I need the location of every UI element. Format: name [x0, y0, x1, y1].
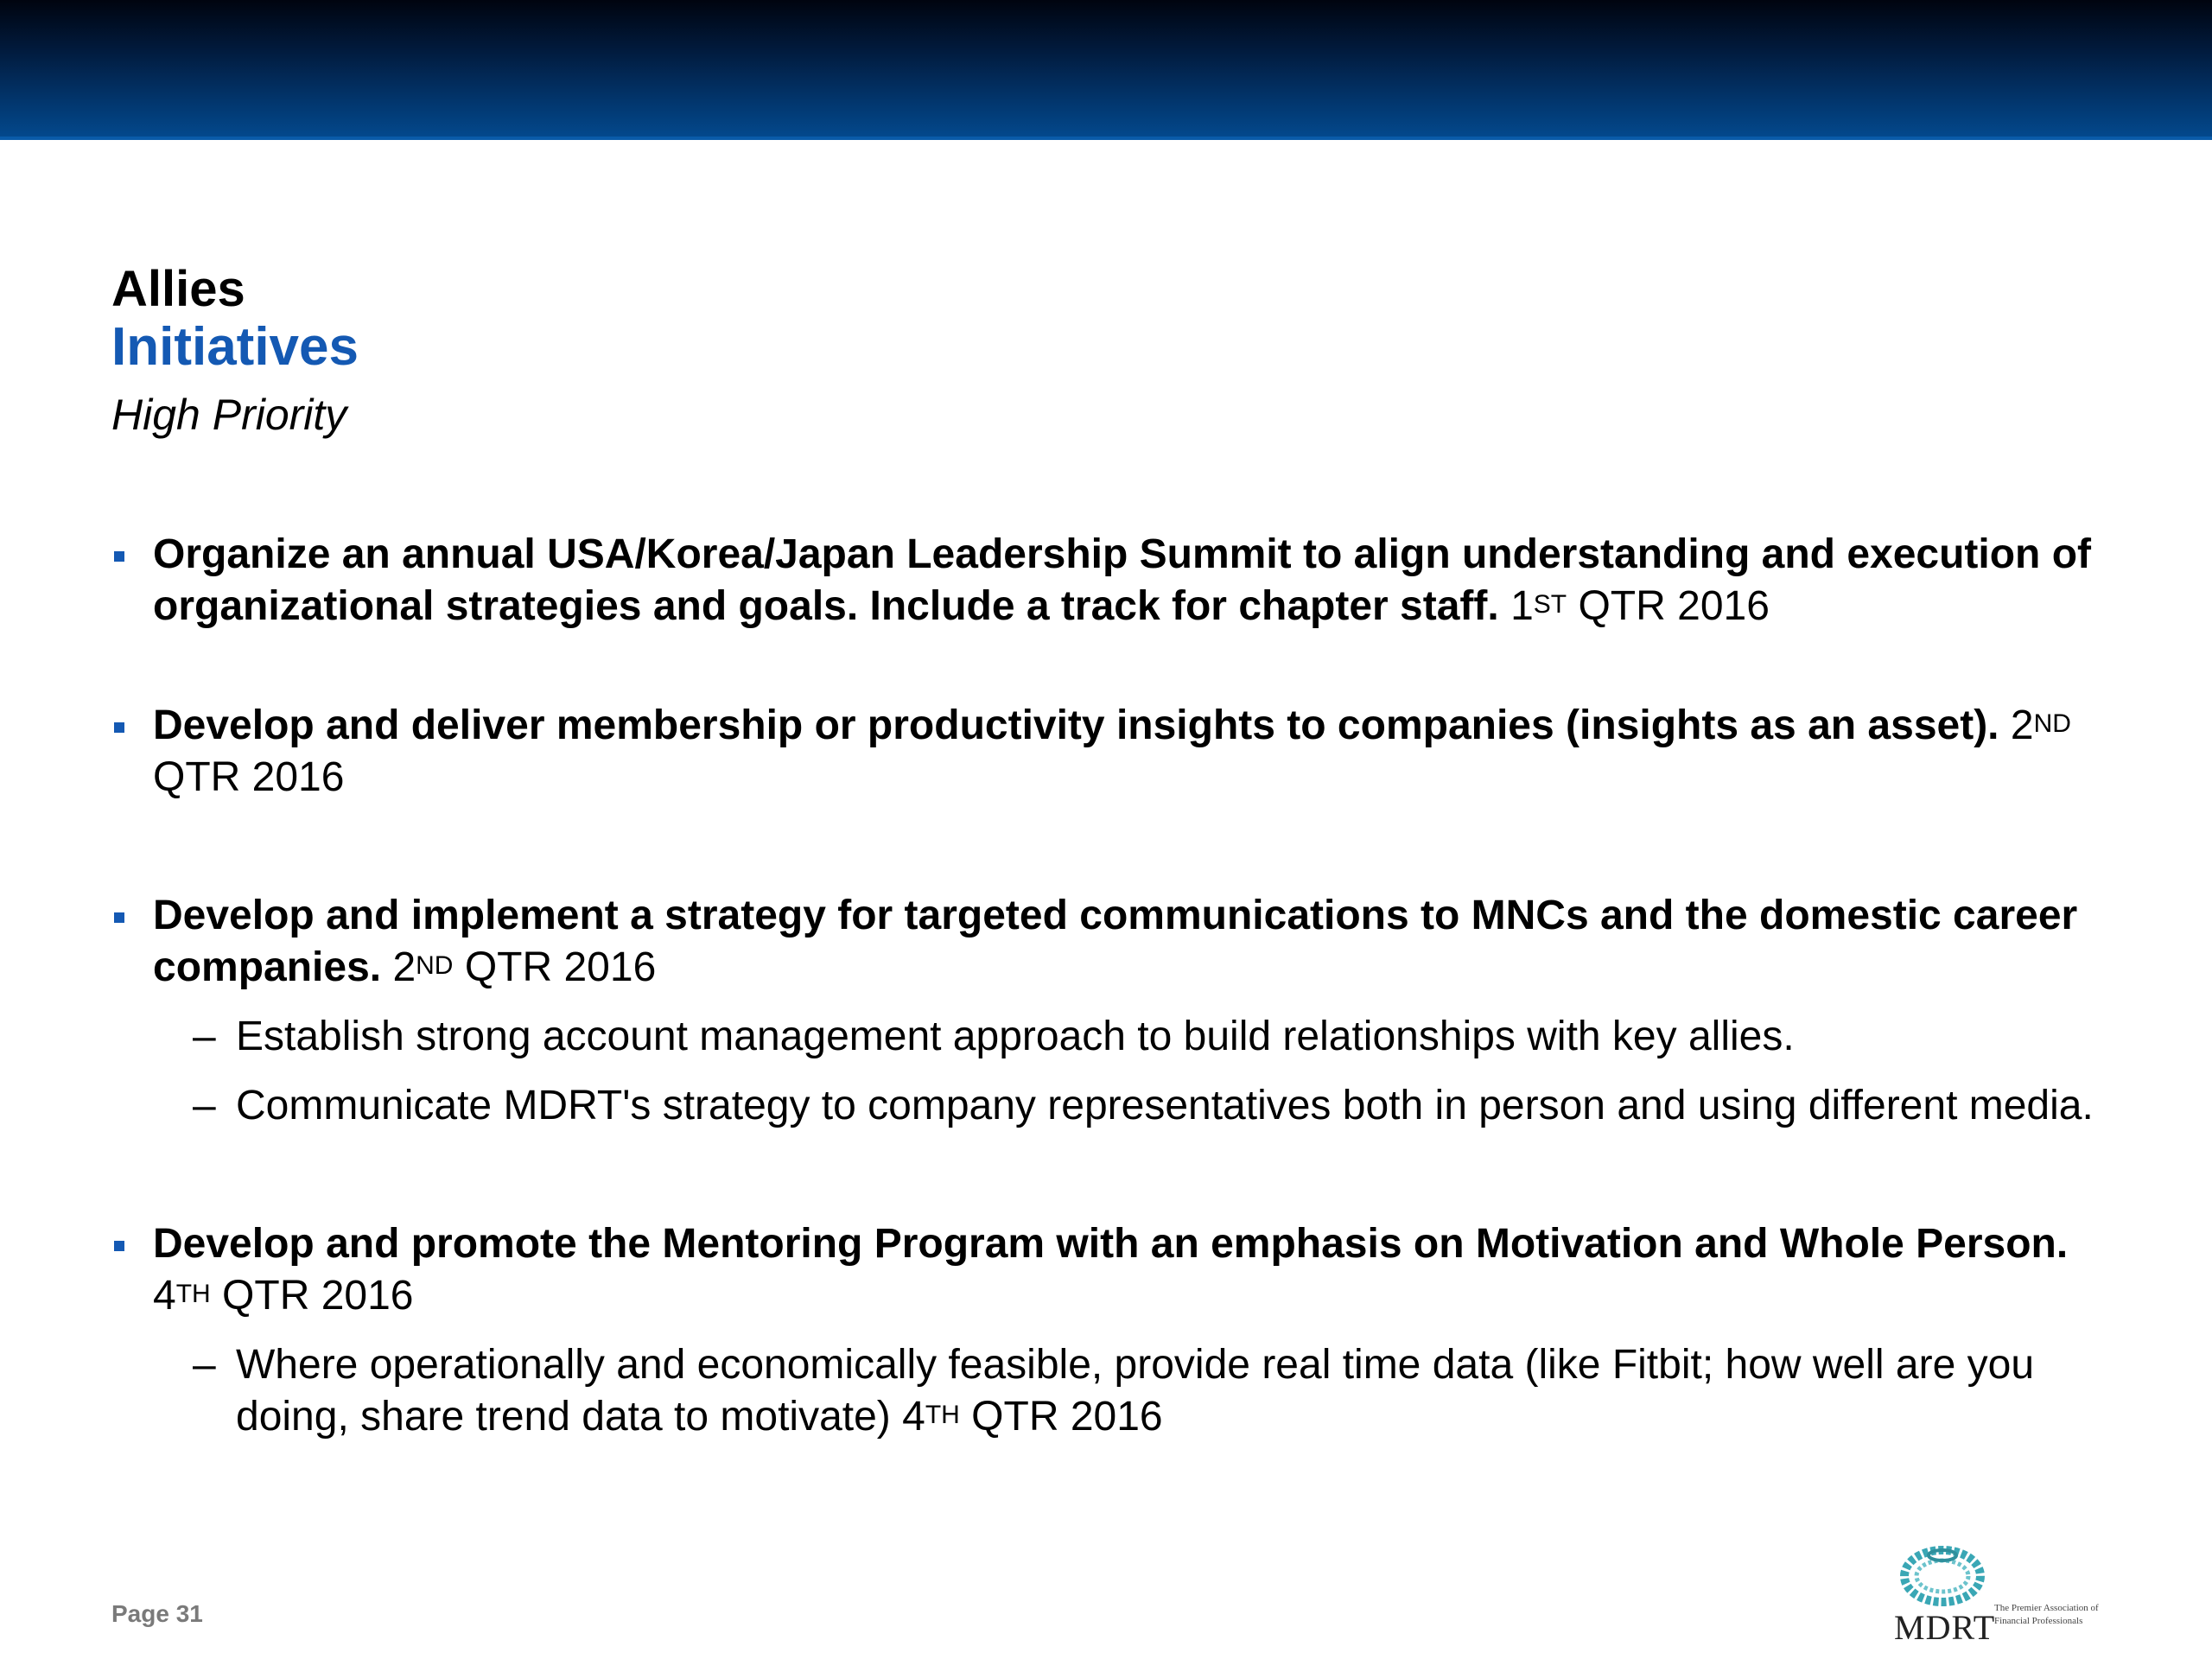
sub-item-text: Where operationally and economically feasible, provide real time data (like Fitbit; how well are you doing, share trend data to motivate)	[236, 1342, 2035, 1440]
timing-ordinal: TH	[925, 1401, 960, 1429]
timing-rest: QTR 2016	[222, 1273, 414, 1319]
sub-item-text: Communicate MDRT's strategy to company representatives both in person and using different media.	[236, 1083, 2094, 1128]
timing-rest: QTR 2016	[153, 754, 345, 800]
bullet-square-icon	[114, 551, 124, 562]
timing-rest: QTR 2016	[971, 1394, 1163, 1440]
initiative-item	[111, 700, 2099, 804]
bullet-square-icon	[114, 722, 124, 733]
timing-ordinal: TH	[175, 1280, 211, 1308]
mdrt-ring-icon	[1899, 1541, 1986, 1607]
initiatives-list	[111, 529, 2099, 1529]
sub-item-timing	[902, 1394, 1162, 1440]
initiative-timing	[392, 944, 656, 990]
dash-bullet-icon: –	[193, 1342, 216, 1388]
sub-item	[153, 1339, 2099, 1443]
sub-item	[153, 1080, 2099, 1132]
sub-item-list	[153, 1339, 2099, 1443]
timing-rest: QTR 2016	[1578, 583, 1770, 629]
timing-quarter-number: 4	[153, 1273, 176, 1319]
logo-tagline: The Premier Association of Financial Professionals	[1994, 1603, 2099, 1626]
logo-wordmark: MDRT	[1894, 1608, 1996, 1647]
bullet-square-icon	[114, 1241, 124, 1251]
sub-item-list	[153, 1011, 2099, 1132]
mdrt-logo	[1892, 1536, 2108, 1647]
timing-quarter-number: 2	[2010, 702, 2034, 748]
sub-item-text: Establish strong account management approach to build relationships with key allies.	[236, 1014, 1795, 1059]
initiative-text: Develop and promote the Mentoring Program with an emphasis on Motivation and Whole Person.	[153, 1221, 2069, 1267]
slide-title: Allies	[111, 261, 245, 317]
timing-rest: QTR 2016	[464, 944, 657, 990]
bullet-square-icon	[114, 912, 124, 923]
initiative-text: Develop and implement a strategy for targeted communications to MNCs and the domestic career companies.	[153, 893, 2078, 990]
timing-quarter-number: 2	[392, 944, 416, 990]
page-number: Page 31	[111, 1600, 203, 1627]
sub-item	[153, 1011, 2099, 1063]
slide-subtitle: Initiatives	[111, 317, 359, 377]
slide-heading	[111, 261, 359, 441]
timing-ordinal: ST	[1533, 590, 1567, 619]
dash-bullet-icon: –	[193, 1014, 216, 1059]
header-banner	[0, 0, 2212, 140]
timing-ordinal: ND	[416, 951, 454, 980]
initiative-text: Develop and deliver membership or productivity insights to companies (insights as an asset).	[153, 702, 1999, 748]
dash-bullet-icon: –	[193, 1083, 216, 1128]
priority-label: High Priority	[111, 391, 347, 439]
initiative-item	[111, 529, 2099, 632]
initiative-item	[111, 1218, 2099, 1443]
timing-quarter-number: 1	[1510, 583, 1534, 629]
initiative-timing	[153, 1273, 413, 1319]
timing-quarter-number: 4	[902, 1394, 925, 1440]
initiative-item	[111, 890, 2099, 1132]
initiative-timing	[1510, 583, 1770, 629]
initiative-text: Organize an annual USA/Korea/Japan Leadership Summit to align understanding and execution of organizational strategies and goals. Include a track for chapter staff.	[153, 531, 2092, 629]
timing-ordinal: ND	[2033, 709, 2071, 738]
